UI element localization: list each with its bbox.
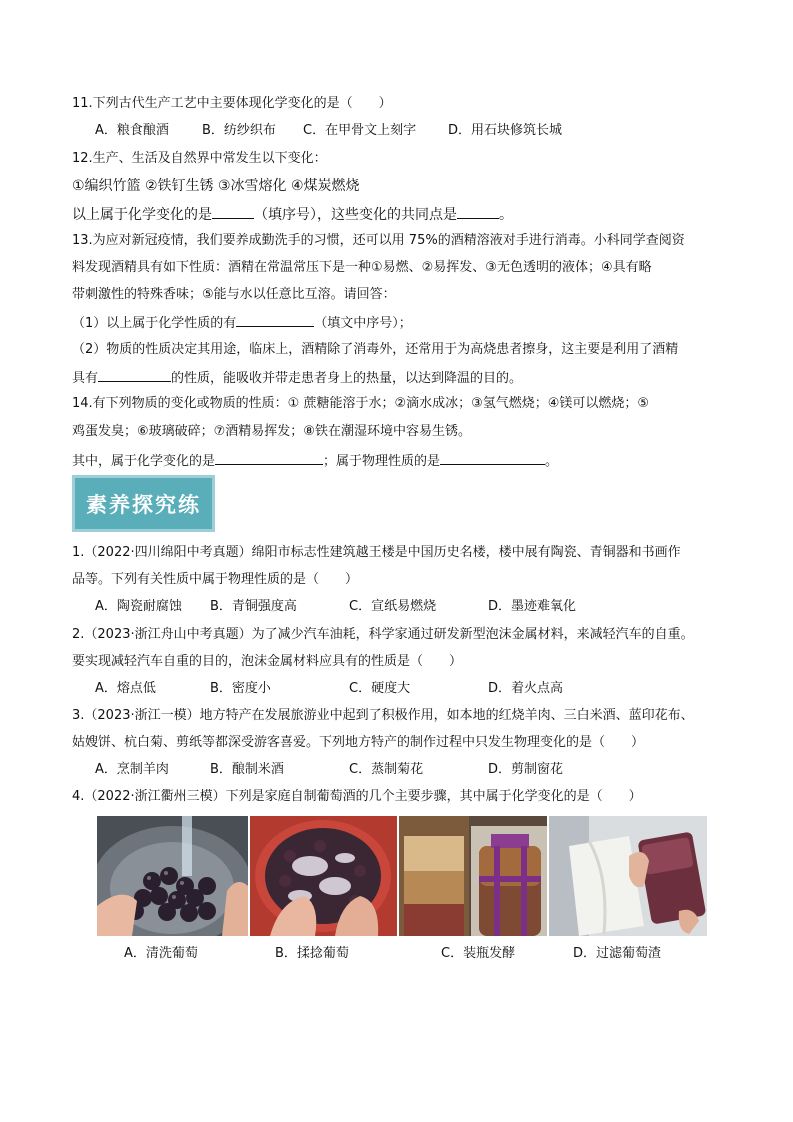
q11-stem: 11.下列古代生产工艺中主要体现化学变化的是（ ） <box>72 96 392 111</box>
p1-line-2: 品等。下列有关性质中属于物理性质的是（ ） <box>72 572 359 587</box>
photo-kneading-grapes <box>250 816 397 936</box>
answer-blank[interactable] <box>212 205 254 219</box>
answer-blank[interactable] <box>98 368 171 382</box>
p3-option-c: C．蒸制菊花 <box>349 762 424 777</box>
q13-line-1: 13.为应对新冠疫情，我们要养成勤洗手的习惯，还可以用 75%的酒精溶液对手进行消毒。小科同学查阅资 <box>72 233 685 248</box>
q13-part-1 <box>72 313 412 333</box>
p3-line-1: 3.（2023·浙江一模）地方特产在发展旅游业中起到了积极作用，如本地的红烧羊肉、三白米酒、蓝印花布、 <box>72 708 694 723</box>
p3-line-2: 姑嫂饼、杭白菊、剪纸等都深受游客喜爱。下列地方特产的制作过程中只发生物理变化的是（ ） <box>72 735 645 750</box>
q14-question <box>72 451 558 471</box>
q11-option-d: D．用石块修筑长城 <box>448 123 563 138</box>
p3-option-b: B．酿制米酒 <box>210 762 284 777</box>
q14-question-part-c: 。 <box>545 454 559 469</box>
p4-caption-c: C．装瓶发酵 <box>441 946 516 961</box>
q14-line-2: 鸡蛋发臭；⑥玻璃破碎；⑦酒精易挥发；⑧铁在潮湿环境中容易生锈。 <box>72 424 471 439</box>
q13-line-2: 料发现酒精具有如下性质：酒精在常温常压下是一种①易燃、②易挥发、③无色透明的液体；④具有略 <box>72 260 652 275</box>
q11-option-b: B．纺纱织布 <box>202 123 276 138</box>
q13-part-2-text-a: 具有 <box>72 371 99 386</box>
q12-question-part-c: 。 <box>499 207 513 223</box>
answer-blank[interactable] <box>236 313 314 327</box>
q11-option-c: C．在甲骨文上刻字 <box>303 123 417 138</box>
p2-option-a: A．熔点低 <box>95 681 156 696</box>
photo-bottle-fermentation <box>399 816 547 936</box>
q12-question <box>72 205 513 224</box>
p4-caption-d: D．过滤葡萄渣 <box>573 946 662 961</box>
q14-line-1: 14.有下列物质的变化或物质的性质：① 蔗糖能溶于水；②滴水成冰；③氢气燃烧；④镁可以燃烧；⑤ <box>72 396 650 411</box>
answer-blank[interactable] <box>215 451 323 465</box>
section-banner <box>72 475 215 532</box>
q13-part-1-text-a: （1）以上属于化学性质的有 <box>72 316 237 331</box>
p1-option-b: B．青铜强度高 <box>210 599 297 614</box>
p1-line-1: 1.（2022·四川绵阳中考真题）绵阳市标志性建筑越王楼是中国历史名楼，楼中展有陶瓷、青铜器和书画作 <box>72 545 681 560</box>
q13-part-1-text-b: （填文中序号）； <box>314 316 412 331</box>
q13-part-2-line-1: （2）物质的性质决定其用途，临床上，酒精除了消毒外，还常用于为高烧患者擦身，这主要是利用了酒精 <box>72 342 679 357</box>
p2-line-2: 要实现减轻汽车自重的目的，泡沫金属材料应具有的性质是（ ） <box>72 654 463 669</box>
photo-washing-grapes <box>97 816 248 936</box>
q14-question-part-b: ；属于物理性质的是 <box>323 454 441 469</box>
p2-line-1: 2.（2023·浙江舟山中考真题）为了减少汽车油耗，科学家通过研发新型泡沫金属材料，来减轻汽车的自重。 <box>72 627 694 642</box>
p4-caption-a: A．清洗葡萄 <box>124 946 198 961</box>
p3-option-a: A．烹制羊肉 <box>95 762 169 777</box>
q11-option-a: A．粮食酿酒 <box>95 123 169 138</box>
p1-option-a: A．陶瓷耐腐蚀 <box>95 599 182 614</box>
q12-items: ①编织竹篮 ②铁钉生锈 ③冰雪熔化 ④煤炭燃烧 <box>72 178 360 194</box>
answer-blank[interactable] <box>440 451 545 465</box>
q13-part-2-line-2 <box>72 368 522 388</box>
answer-blank[interactable] <box>457 205 499 219</box>
q13-part-2-text-b: 的性质，能吸收并带走患者身上的热量，以达到降温的目的。 <box>171 371 523 386</box>
photo-filtering-residue <box>549 816 707 936</box>
section-title: 素养探究练 <box>86 491 201 517</box>
p1-option-c: C．宣纸易燃烧 <box>349 599 437 614</box>
p2-option-c: C．硬度大 <box>349 681 411 696</box>
p2-option-b: B．密度小 <box>210 681 271 696</box>
p2-option-d: D．着火点高 <box>488 681 564 696</box>
p4-caption-b: B．揉捻葡萄 <box>275 946 349 961</box>
p4-line-1: 4.（2022·浙江衢州三模）下列是家庭自制葡萄酒的几个主要步骤，其中属于化学变化的是（ ） <box>72 789 642 804</box>
q12-question-part-b: （填序号），这些变化的共同点是 <box>254 207 457 223</box>
p1-option-d: D．墨迹难氧化 <box>488 599 577 614</box>
q13-line-3: 带刺激性的特殊香味；⑤能与水以任意比互溶。请回答： <box>72 287 396 302</box>
q12-stem: 12.生产、生活及自然界中常发生以下变化： <box>72 151 327 166</box>
q12-question-part-a: 以上属于化学变化的是 <box>72 207 212 223</box>
p3-option-d: D．剪制窗花 <box>488 762 564 777</box>
q14-question-part-a: 其中，属于化学变化的是 <box>72 454 216 469</box>
